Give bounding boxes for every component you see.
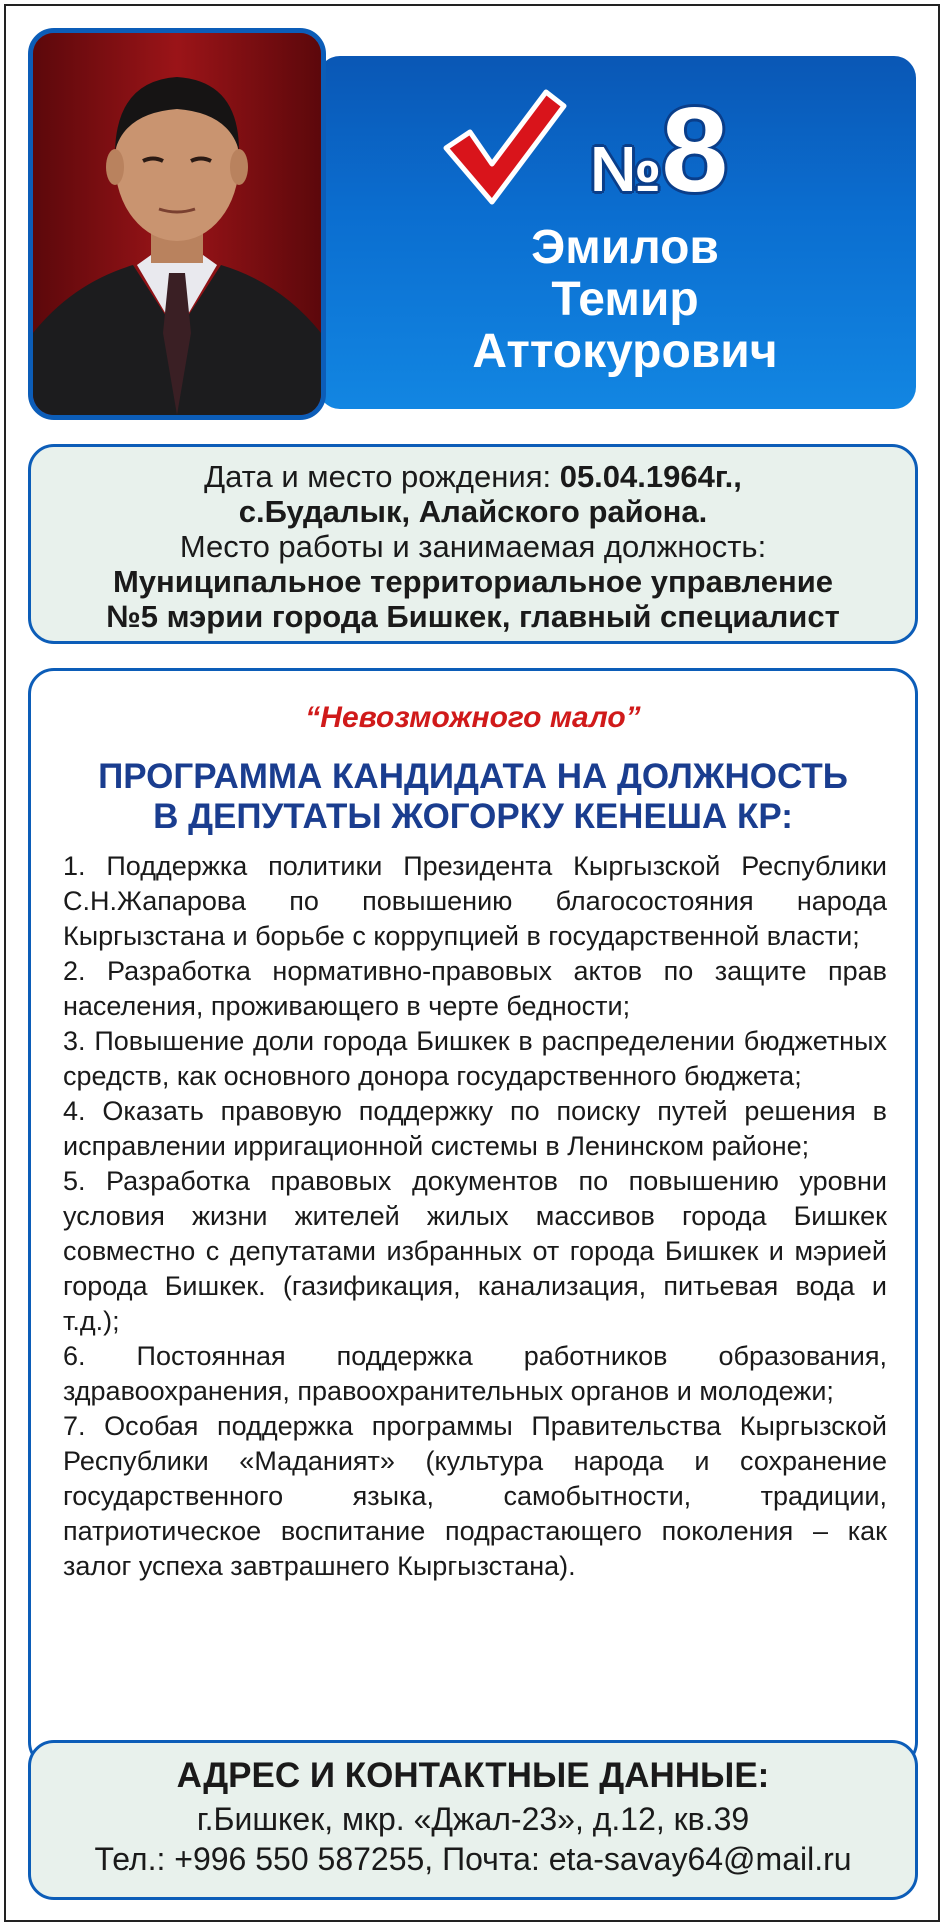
program-item: 2. Разработка нормативно-правовых актов по защите прав населения, проживающего в черте бедности; (63, 956, 887, 1021)
work-label: Место работы и занимаемая должность: (179, 529, 767, 564)
number-value: 8 (661, 83, 727, 217)
slogan: “Невозможного мало” (305, 701, 641, 734)
contacts-box (28, 1740, 918, 1900)
program-box (28, 668, 918, 1768)
birth-label: Дата и место рождения: (204, 459, 560, 494)
work-line-2: №5 мэрии города Бишкек, главный специалист (106, 599, 840, 634)
patronymic: Аттокурович (472, 325, 778, 378)
work-line-1: Муниципальное территориальное управление (112, 564, 834, 599)
first-name: Темир (551, 273, 699, 326)
contacts-address: г.Бишкек, мкр. «Джал-23», д.12, кв.39 (196, 1801, 750, 1837)
birth-place: с.Будалык, Алайского района. (238, 494, 708, 529)
program-title-line-1: ПРОГРАММА КАНДИДАТА НА ДОЛЖНОСТЬ (98, 757, 848, 796)
program-item: 6. Постоянная поддержка работников образования, здравоохранения, правоохранительных органов и молодежи; (63, 1341, 887, 1406)
program-item: 7. Особая поддержка программы Правительства Кыргызской Республики «Маданият» (культура народа и сохранение государственного языка, самобытности, традиции, патриотическое воспитание подрастающего поколения – как залог успеха завтрашнего Кыргызстана). (63, 1411, 887, 1581)
portrait-image (33, 33, 321, 415)
program-item: 1. Поддержка политики Президента Кыргызской Республики С.Н.Жапарова по повышению благосостояния народа Кыргызстана и борьбе с коррупцией в государственной власти; (63, 851, 887, 951)
birth-date: 05.04.1964г., (559, 459, 742, 494)
contacts-phone-email: Тел.: +996 550 587255, Почта: eta-savay64@mail.ru (94, 1841, 852, 1877)
candidate-name (400, 222, 850, 378)
program-item: 5. Разработка правовых документов по повышению уровни условия жизни жителей жилых массивов города Бишкек совместно с депутатами избранных от города Бишкек и мэрией города Бишкек. (газификация, канализация, питьевая вода и т.д.); (63, 1166, 887, 1336)
program-title (31, 757, 915, 837)
number-prefix: № (590, 133, 662, 205)
birth-line (31, 459, 915, 494)
candidate-photo (28, 28, 326, 420)
program-item: 3. Повышение доли города Бишкек в распределении бюджетных средств, как основного донора государственного бюджета; (63, 1026, 887, 1091)
biography-box (28, 444, 918, 644)
surname: Эмилов (531, 221, 719, 274)
checkmark-icon (440, 86, 568, 208)
program-item: 4. Оказать правовую поддержку по поиску путей решения в исправлении ирригационной системы в Ленинском районе; (63, 1096, 887, 1161)
program-title-line-2: В ДЕПУТАТЫ ЖОГОРКУ КЕНЕША КР: (153, 797, 793, 836)
candidate-number (590, 83, 770, 217)
contacts-title: АДРЕС И КОНТАКТНЫЕ ДАННЫЕ: (176, 1756, 770, 1795)
program-items (63, 849, 887, 1584)
